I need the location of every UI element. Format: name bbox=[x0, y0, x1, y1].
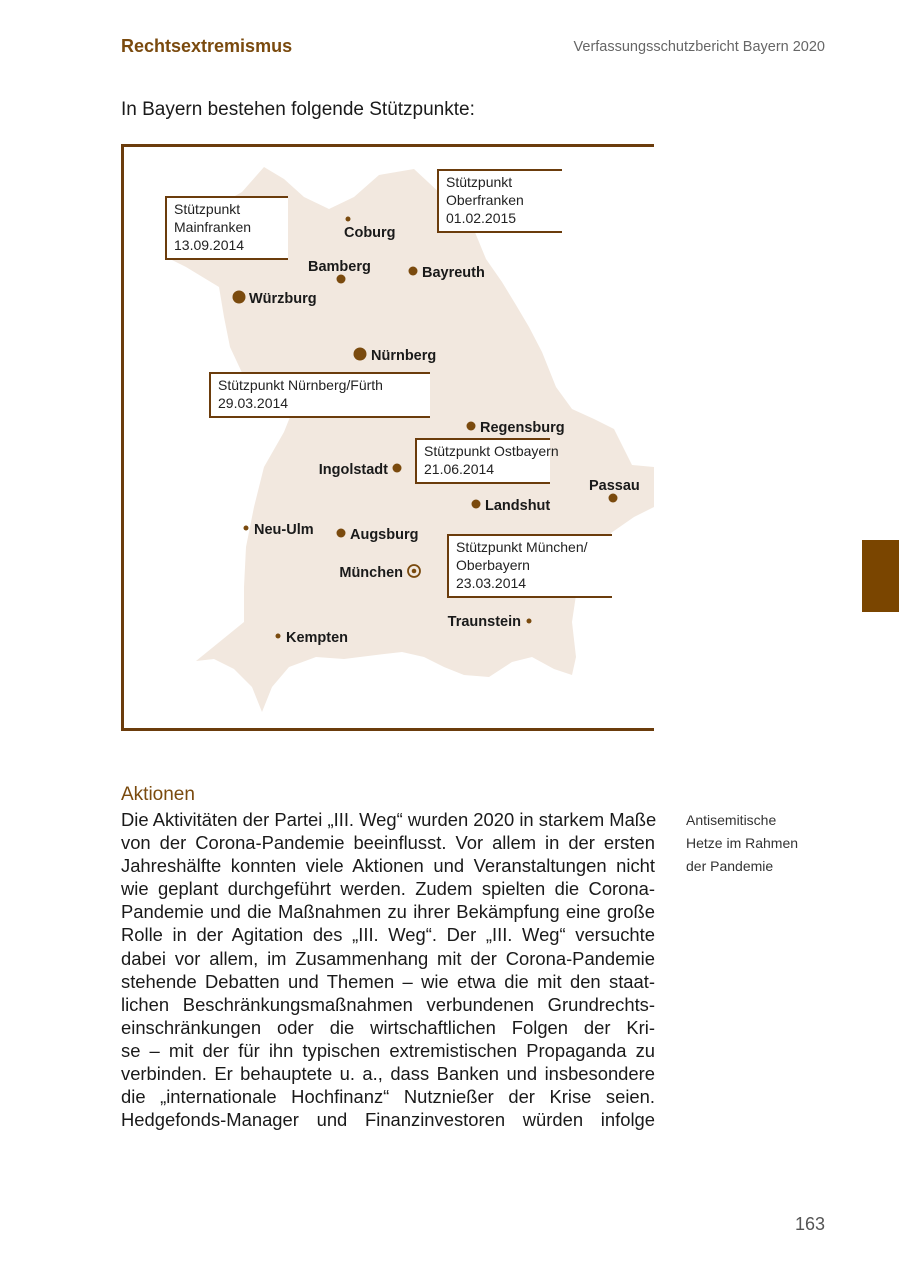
report-title: Verfassungsschutzbericht Bayern 2020 bbox=[573, 39, 825, 55]
city-marker bbox=[337, 529, 346, 538]
body-line: verbinden. Er behauptete u. a., dass Banken und insbesondere bbox=[121, 1063, 655, 1085]
page-number: 163 bbox=[794, 1214, 825, 1234]
body-line: stehende Debatten und Themen – wie etwa die mit den staat- bbox=[121, 970, 655, 992]
chapter-tab-marker bbox=[862, 540, 899, 612]
stuetzpunkt-text: Oberfranken bbox=[446, 192, 524, 208]
city-label: Augsburg bbox=[350, 527, 419, 543]
city-marker bbox=[472, 500, 481, 509]
margin-note-line: Antisemitische bbox=[686, 812, 777, 828]
city-marker bbox=[233, 291, 246, 304]
city-label: Würzburg bbox=[249, 291, 317, 307]
bavaria-map bbox=[124, 147, 654, 728]
stuetzpunkt-text: 13.09.2014 bbox=[174, 237, 245, 253]
city-label: Traunstein bbox=[447, 614, 521, 630]
city-marker bbox=[409, 267, 418, 276]
intro-text: In Bayern bestehen folgende Stützpunkte: bbox=[121, 99, 475, 120]
body-line: Rolle in der Agitation des „III. Weg“. Der „III. Weg“ versuchte bbox=[121, 924, 655, 946]
margin-note bbox=[686, 809, 846, 878]
body-line: Jahreshälfte konnten viele Aktionen und Veranstaltungen nicht bbox=[121, 855, 655, 877]
body-line: se – mit der für ihn typischen extremistischen Propaganda zu bbox=[121, 1039, 655, 1061]
city-label: Coburg bbox=[344, 225, 396, 241]
stuetzpunkt-text: Mainfranken bbox=[174, 219, 252, 235]
city-label: Landshut bbox=[485, 498, 551, 514]
section-heading: Aktionen bbox=[121, 784, 195, 805]
city-label: Bamberg bbox=[308, 259, 371, 275]
stuetzpunkt-box bbox=[166, 197, 288, 259]
body-line: dabei vor allem, im Zusammenhang mit der Corona-Pandemie bbox=[121, 947, 655, 969]
stuetzpunkt-box bbox=[448, 535, 612, 597]
chapter-title: Rechtsextremismus bbox=[121, 36, 293, 56]
stuetzpunkt-text: 21.06.2014 bbox=[424, 461, 495, 477]
city-label: Ingolstadt bbox=[318, 462, 388, 478]
margin-note-line: der Pandemie bbox=[686, 858, 774, 874]
city-marker bbox=[354, 348, 367, 361]
body-line: wie geplant durchgeführt werden. Zudem spielten die Corona- bbox=[121, 878, 655, 900]
city-marker bbox=[393, 464, 402, 473]
stuetzpunkt-box bbox=[438, 170, 562, 232]
stuetzpunkt-text: 29.03.2014 bbox=[218, 395, 289, 411]
stuetzpunkt-text: 01.02.2015 bbox=[446, 210, 517, 226]
city-label: Kempten bbox=[286, 630, 349, 646]
capital-marker-center bbox=[412, 569, 417, 574]
city-label: Bayreuth bbox=[422, 265, 485, 281]
body-line: Hedgefonds-Manager und Finanzinvestoren würden infolge bbox=[121, 1109, 655, 1131]
stuetzpunkt-text: Stützpunkt bbox=[446, 174, 513, 190]
stuetzpunkt-box bbox=[416, 439, 559, 483]
city-marker bbox=[276, 634, 281, 639]
stuetzpunkt-text: Stützpunkt bbox=[174, 201, 241, 217]
body-line: einschränkungen oder die wirtschaftlichen Folgen der Kri- bbox=[121, 1016, 655, 1038]
city-marker bbox=[244, 526, 249, 531]
stuetzpunkt-text: 23.03.2014 bbox=[456, 575, 527, 591]
body-paragraph bbox=[121, 808, 655, 1131]
city-marker bbox=[467, 422, 476, 431]
stuetzpunkt-text: Oberbayern bbox=[456, 557, 530, 573]
city-label: Neu-Ulm bbox=[254, 522, 314, 538]
body-line: Pandemie und die Maßnahmen zu ihrer Bekämpfung eine große bbox=[121, 901, 655, 923]
stuetzpunkt-text: Stützpunkt Nürnberg/Fürth bbox=[218, 377, 383, 393]
stuetzpunkt-text: Stützpunkt München/ bbox=[456, 539, 588, 555]
body-line: Die Aktivitäten der Partei „III. Weg“ wurden 2020 in starkem Maße bbox=[121, 809, 657, 830]
city-marker bbox=[337, 275, 346, 284]
city-marker bbox=[527, 619, 532, 624]
city-marker bbox=[346, 217, 351, 222]
body-line: lichen Beschränkungsmaßnahmen verbundenen Grundrechts- bbox=[121, 993, 655, 1015]
margin-note-line: Hetze im Rahmen bbox=[686, 835, 799, 851]
city-label: Nürnberg bbox=[371, 348, 437, 364]
city-label: München bbox=[339, 565, 403, 581]
city-label: Passau bbox=[589, 478, 640, 494]
body-line: die „internationale Hochfinanz“ Nutznießer der Krise seien. bbox=[121, 1086, 655, 1108]
stuetzpunkt-box bbox=[210, 373, 430, 417]
city-label: Regensburg bbox=[480, 420, 565, 436]
map-frame bbox=[121, 144, 654, 731]
city-marker bbox=[609, 494, 618, 503]
stuetzpunkt-text: Stützpunkt Ostbayern bbox=[424, 443, 559, 459]
body-line: von der Corona-Pandemie beeinflusst. Vor allem in der ersten bbox=[121, 832, 655, 854]
